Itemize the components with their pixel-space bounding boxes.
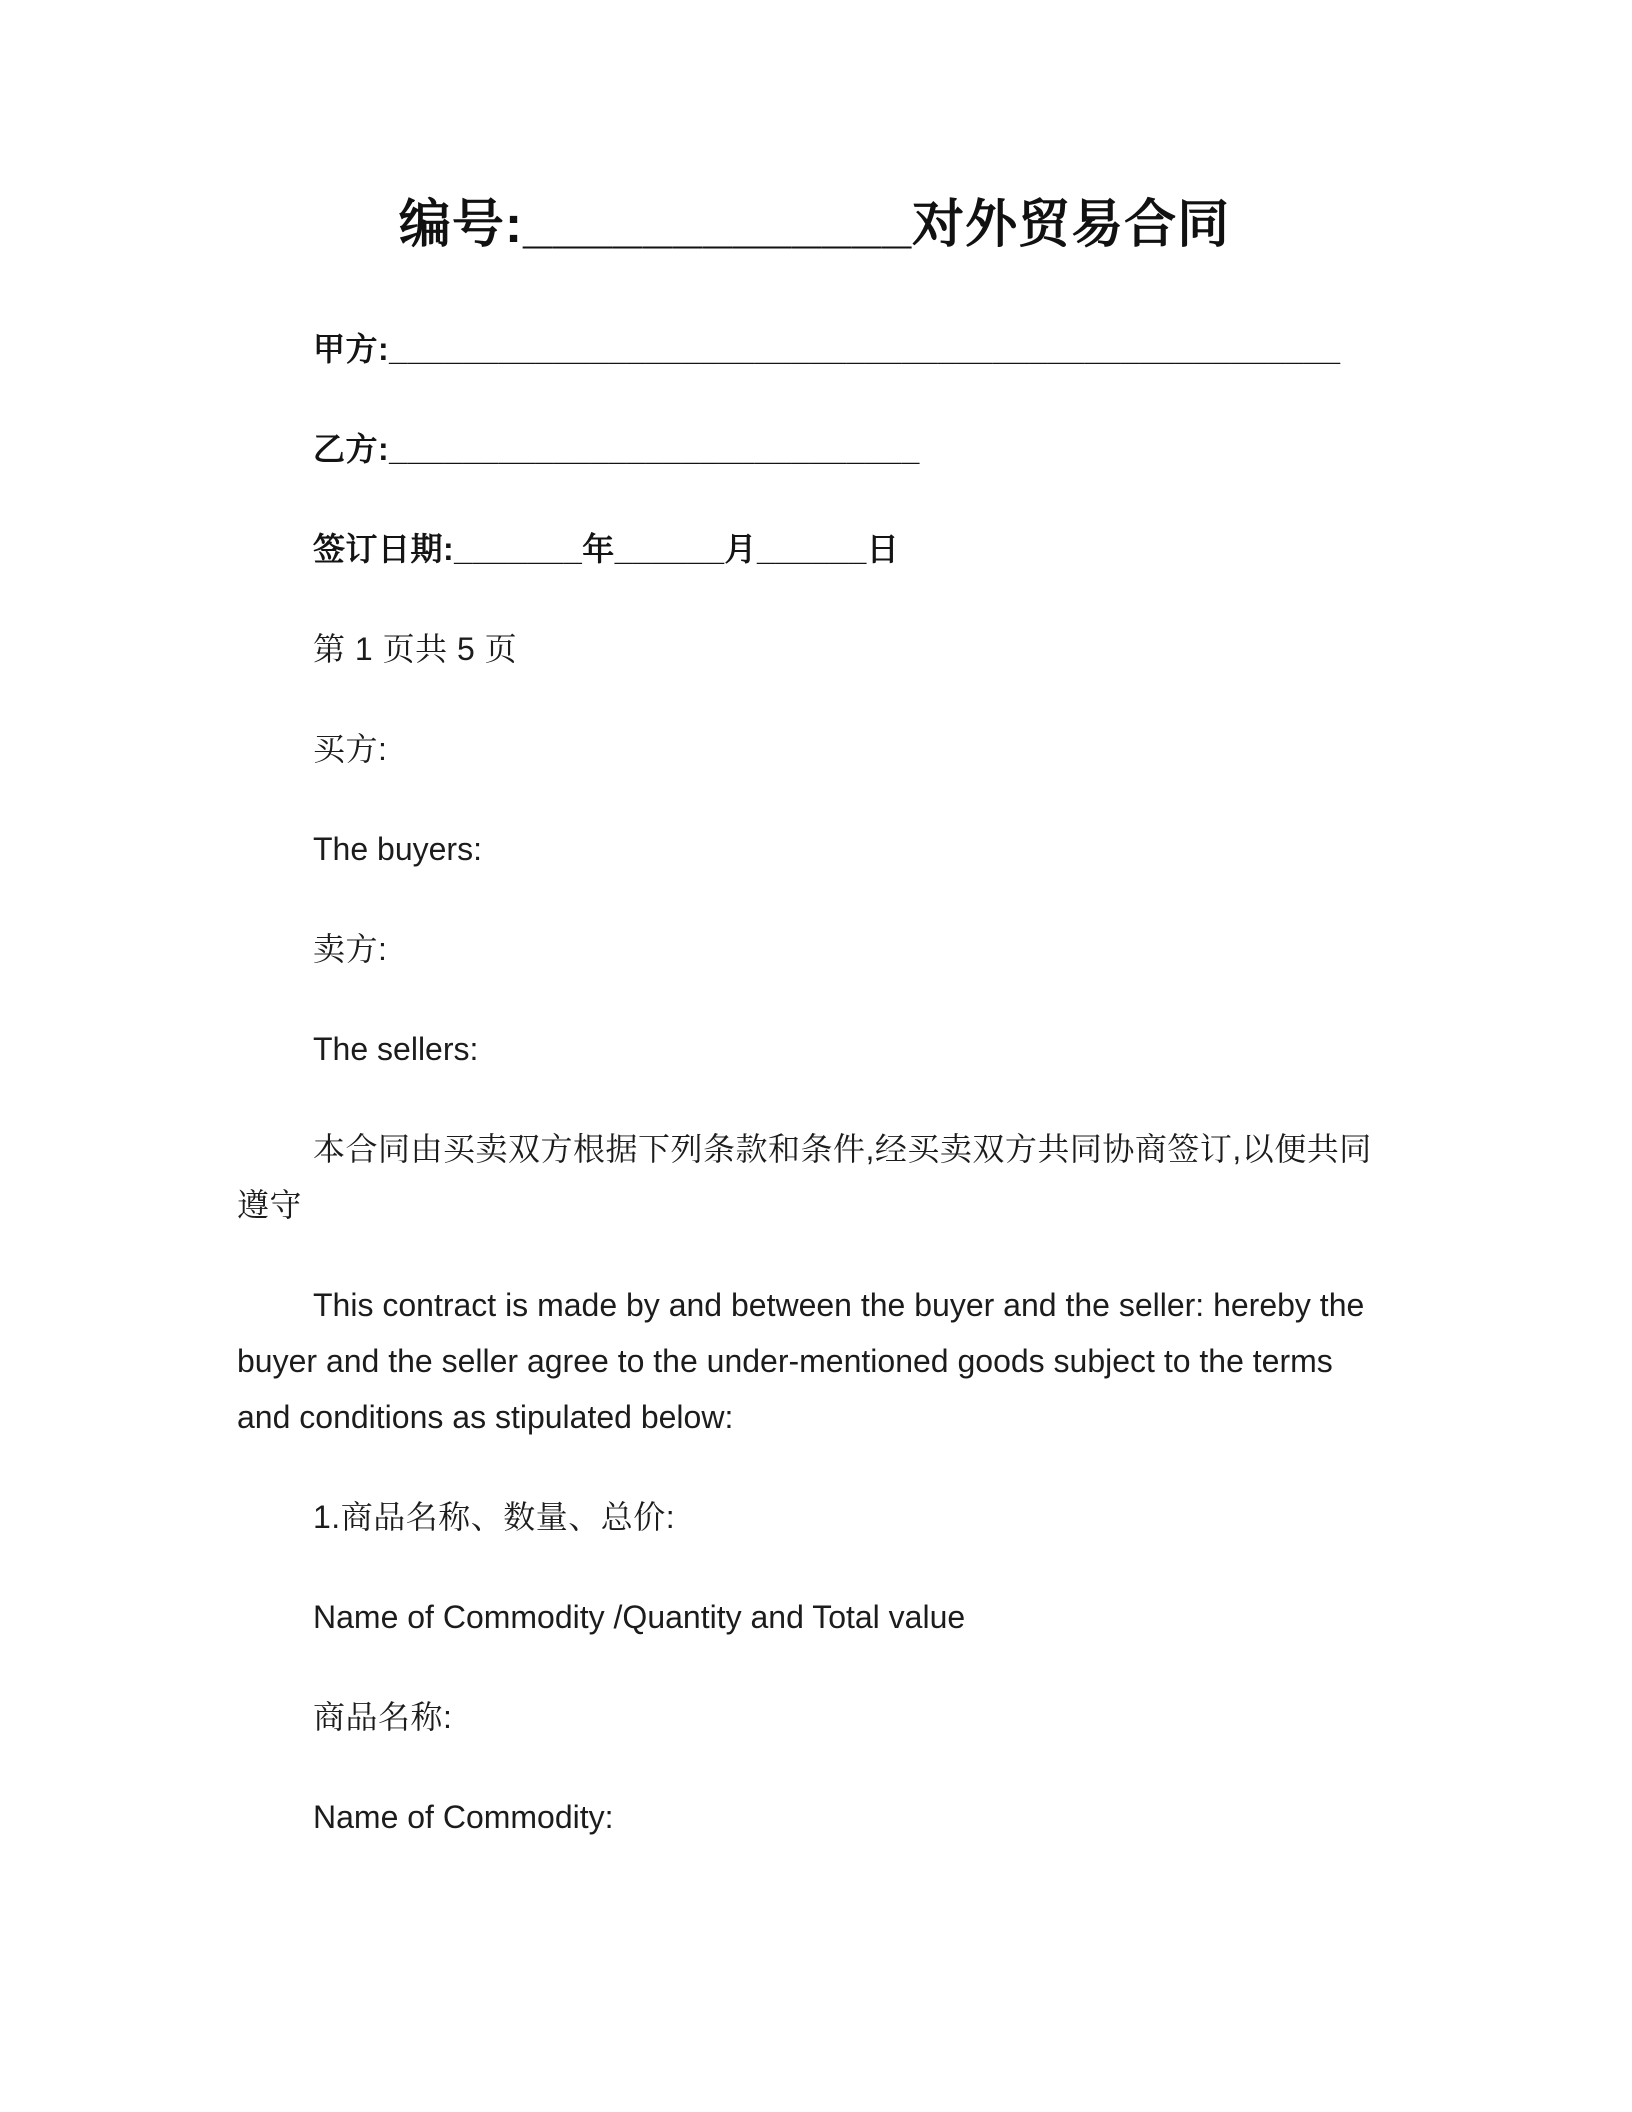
contract-intro-en: This contract is made by and between the buyer and the seller: hereby the buyer and the seller agree to the under-mentioned goods subject to the terms and conditions as stipulated below: bbox=[237, 1287, 1365, 1435]
contract-intro-cn: 本合同由买卖双方根据下列条款和条件,经买卖双方共同协商签订,以便共同遵守 bbox=[237, 1131, 1372, 1223]
party-a-line: 甲方:____________________________________________________ bbox=[313, 331, 1341, 367]
document-number-blank: _____________ bbox=[523, 196, 913, 254]
commodity-name-label-cn: 商品名称: bbox=[313, 1699, 453, 1735]
document-title-text: 对外贸易合同 bbox=[912, 196, 1231, 254]
seller-label-en: The sellers: bbox=[313, 1031, 479, 1067]
section1-heading-cn: 1.商品名称、数量、总价: bbox=[313, 1499, 676, 1535]
seller-label-cn: 卖方: bbox=[313, 931, 388, 967]
buyer-label-cn: 买方: bbox=[313, 731, 388, 767]
commodity-name-label-en: Name of Commodity: bbox=[313, 1799, 614, 1835]
buyer-label-en: The buyers: bbox=[313, 831, 482, 867]
document-title bbox=[237, 182, 1392, 257]
signing-date-line: 签订日期:_______年______月______日 bbox=[313, 531, 900, 567]
section1-heading-en: Name of Commodity /Quantity and Total value bbox=[313, 1599, 966, 1635]
document-number-label: 编号: bbox=[398, 196, 524, 254]
page-indicator: 第 1 页共 5 页 bbox=[313, 631, 518, 667]
party-b-line: 乙方:_____________________________ bbox=[313, 431, 920, 467]
